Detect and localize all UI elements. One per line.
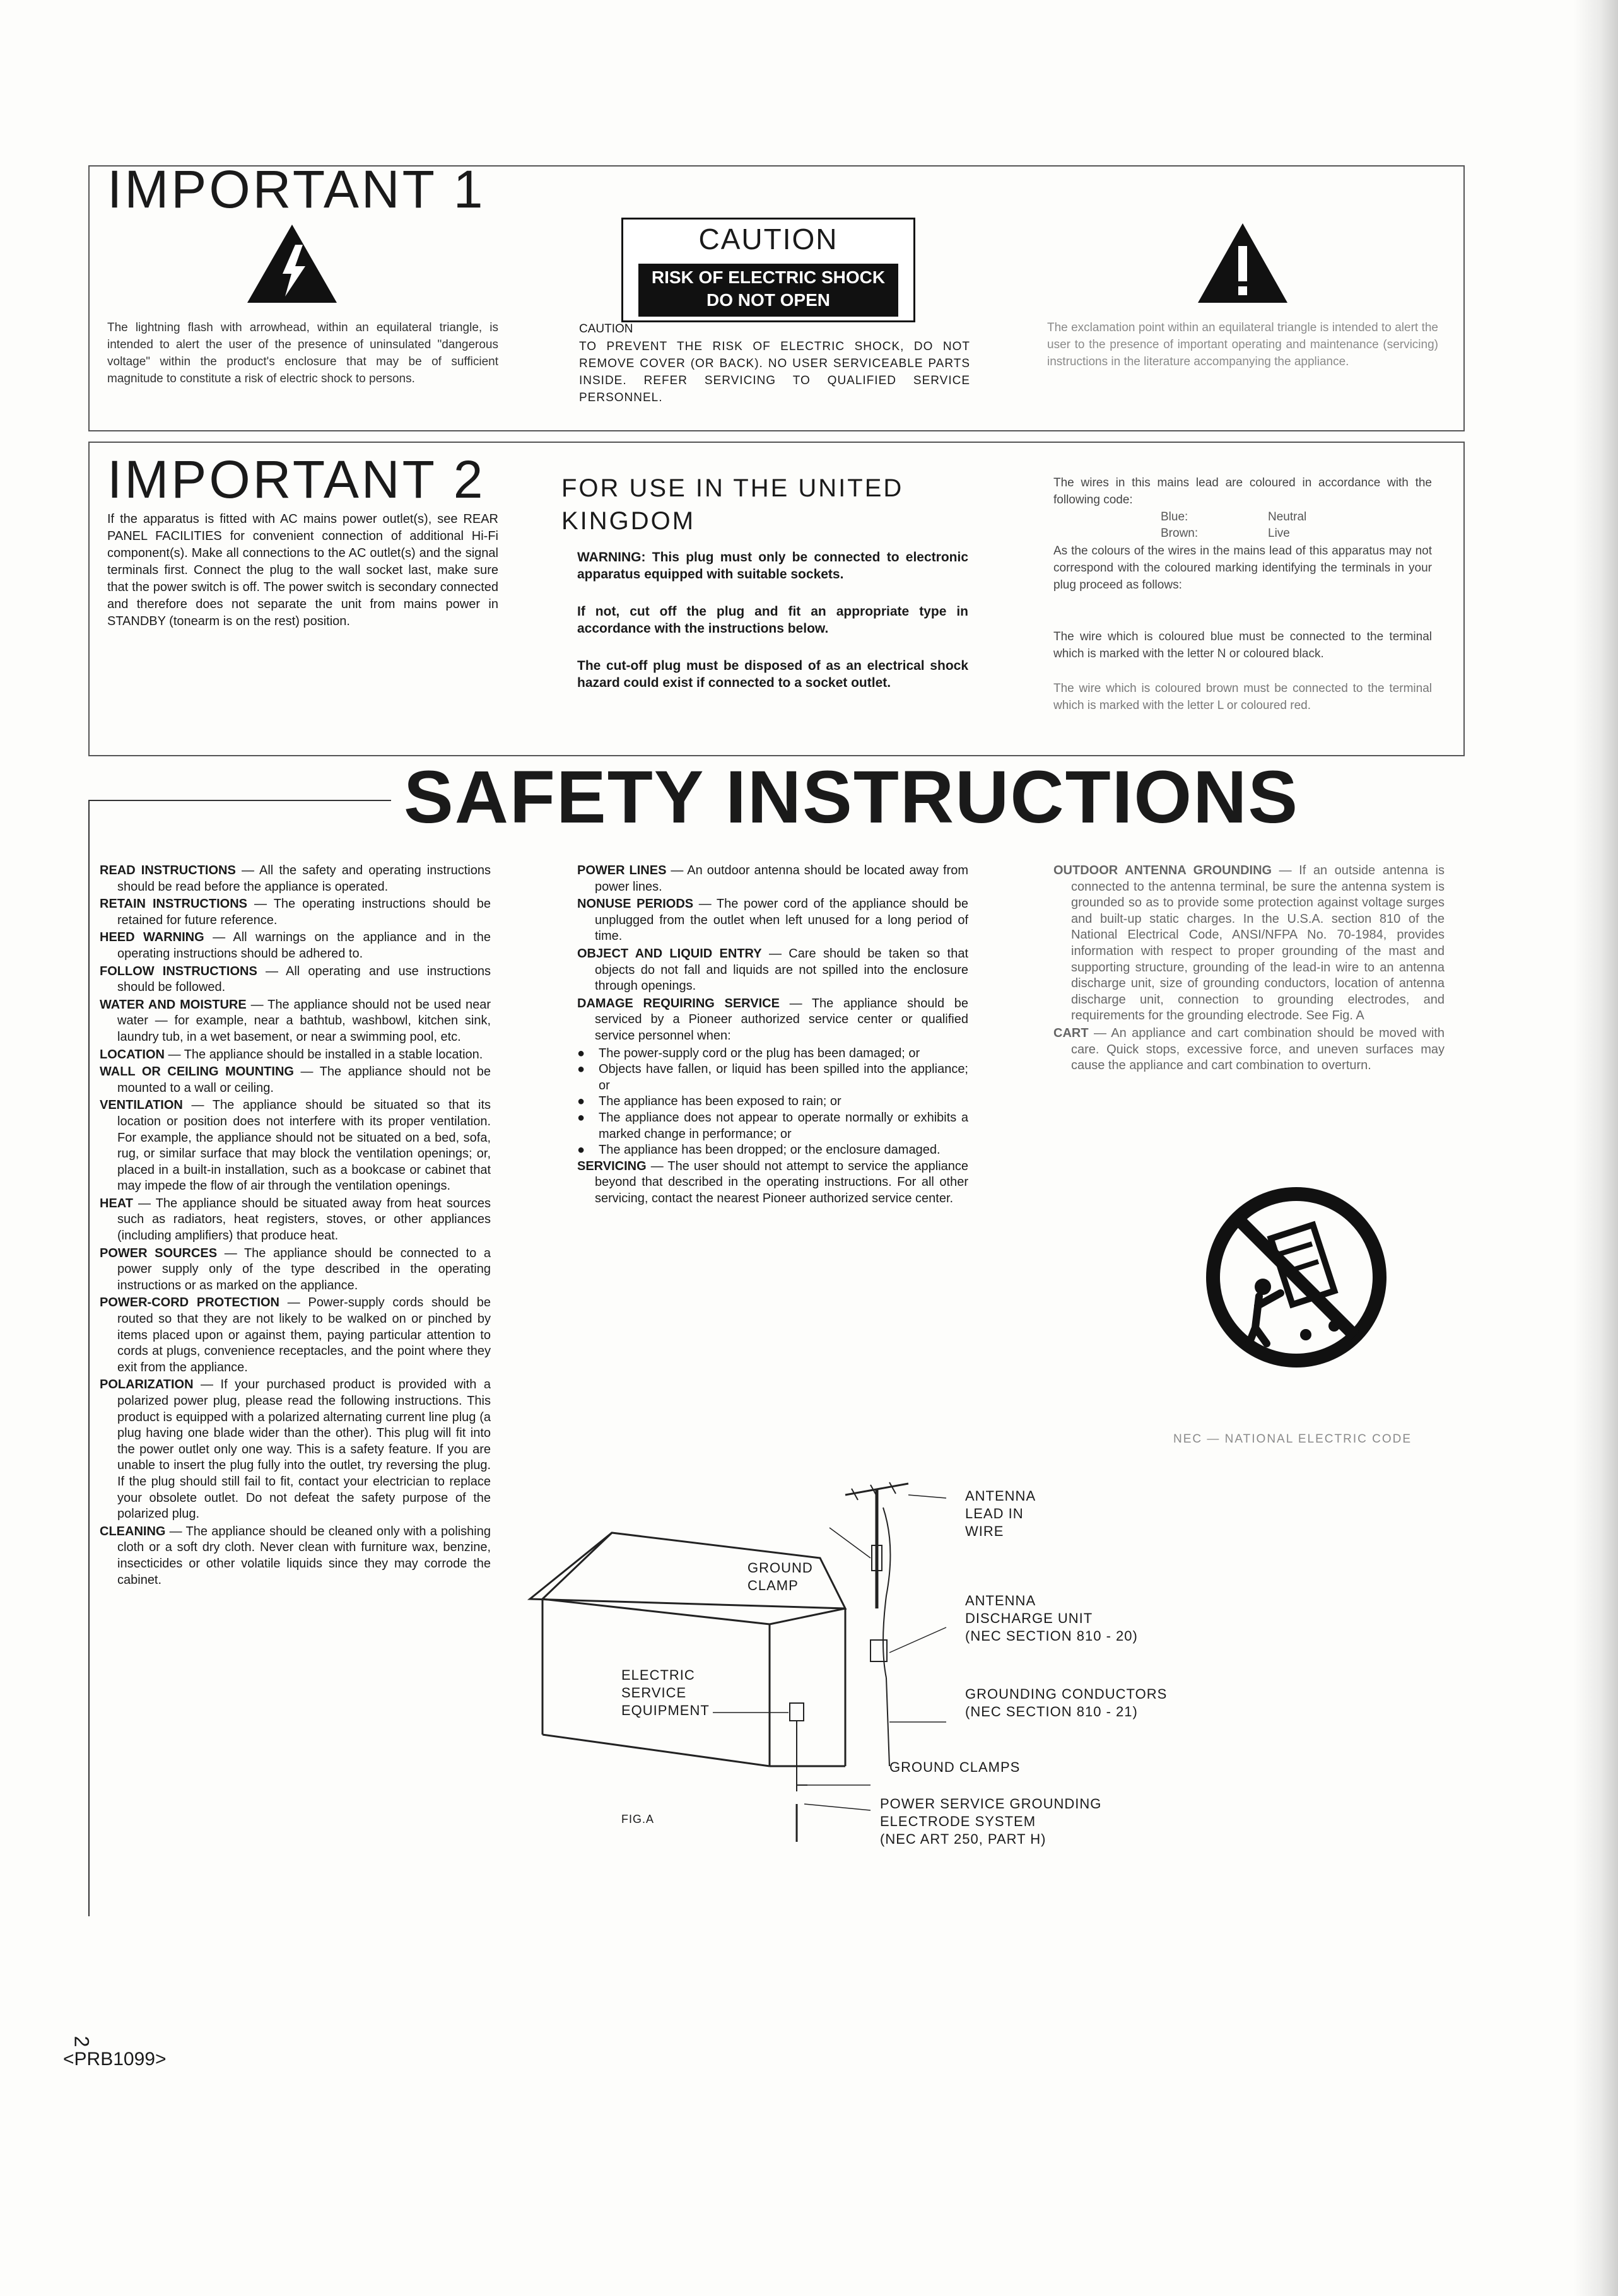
important2-text: If the apparatus is fitted with AC mains power outlet(s), see REAR PANEL FACILITIES for convenient connection of additional Hi-Fi component(s). Make all connections to the AC outlet(s) and the signal terminals first. Connect the plug to the wall socket last, make sure that the power switch is off. The power switch is secondary connected and therefore does not separate the unit from mains power in STANDBY (tonearm is on the rest) position.	[107, 512, 498, 628]
safety-column-3	[1053, 863, 1445, 1075]
damage-condition-item	[577, 1110, 968, 1142]
instruction-text: — The appliance should be connected to a power supply only of the type described in the operating instructions or as marked on the appliance.	[117, 1246, 491, 1292]
instruction-text: — An outdoor antenna should be located away from power lines.	[595, 864, 969, 894]
instruction-text: — The appliance should be situated so that its location or position does not interfere with its proper ventilation. For example, the appliance should not be situated on a bed, sofa, rug, or similar surface that may block the ventilation openings; or, placed in a built-in installation, such as a bookcase or cabinet that may impede the flow of air through the ventilation openings.	[117, 1098, 491, 1193]
damage-condition-text: The power-supply cord or the plug has been damaged; or	[599, 1046, 920, 1060]
exclamation-explanation: The exclamation point within an equilateral triangle is intended to alert the user to the presence of important operating and maintenance (servicing) instructions in the literature accompanying the appliance.	[1047, 321, 1438, 368]
important1-heading: IMPORTANT 1	[107, 160, 486, 219]
instruction-text: — All warnings on the appliance and in the operating instructions should be adhered to.	[117, 930, 491, 961]
bullet-icon: ●	[577, 1110, 585, 1125]
uk-heading: FOR USE IN THE UNITED KINGDOM	[561, 474, 904, 535]
safety-column-2-items	[577, 863, 968, 1045]
instruction-item	[100, 930, 491, 962]
instruction-item	[577, 946, 968, 995]
instruction-term: FOLLOW INSTRUCTIONS	[100, 964, 257, 978]
safety-column-1-items	[100, 863, 491, 1588]
damage-condition-item	[577, 1142, 968, 1159]
uk-warning: WARNING: This plug must only be connected to electronic apparatus equipped with suitable sockets.	[577, 550, 968, 582]
instruction-item	[577, 863, 968, 895]
wire-brown-label: Brown:	[1161, 527, 1199, 540]
caution-label-plate	[621, 218, 915, 322]
instruction-text: — Power-supply cords should be routed so that they are not likely to be walked on or pinched by items placed upon or against them, paying particular attention to cords at plugs, convenience receptacles, and the point where they exit from the appliance.	[117, 1296, 491, 1374]
instruction-item	[100, 1524, 491, 1588]
uk-dispose-warning: The cut-off plug must be disposed of as an electrical shock hazard could exist if connected to a socket outlet.	[577, 659, 968, 690]
bullet-icon: ●	[577, 1062, 585, 1077]
wire-code-para1: As the colours of the wires in the mains lead of this apparatus may not correspond with the coloured marking identifying the terminals in your plug proceed as follows:	[1053, 544, 1432, 592]
damage-condition-text: The appliance has been exposed to rain; or	[599, 1094, 841, 1109]
instruction-item	[577, 1159, 968, 1207]
caution-text-heading: CAUTION	[579, 322, 633, 336]
instruction-text: — The appliance should be situated away from heat sources such as radiators, heat registers, stoves, or other appliances (including amplifiers) that produce heat.	[117, 1196, 491, 1243]
instruction-term: VENTILATION	[100, 1098, 183, 1113]
instruction-text: — The appliance should be cleaned only with a polishing cloth or a soft dry cloth. Never clean with furniture wax, benzine, insecticides or other volatile liquids since they may corrode the cabinet.	[117, 1524, 491, 1587]
wire-code-intro: The wires in this mains lead are coloured in accordance with the following code:	[1053, 476, 1432, 507]
instruction-item	[100, 1377, 491, 1522]
ground-clamps-label: GROUND CLAMPS	[889, 1759, 1021, 1775]
wire-code-para2: The wire which is coloured blue must be connected to the terminal which is marked with the letter N or coloured black.	[1053, 630, 1432, 660]
safety-left-rule	[88, 800, 90, 1916]
instruction-term: WALL OR CEILING MOUNTING	[100, 1065, 294, 1079]
damage-condition-item	[577, 1046, 968, 1062]
instruction-item	[100, 1047, 491, 1063]
instruction-text: — The appliance should be serviced by a Pioneer authorized service center or qualified service personnel when:	[595, 996, 968, 1043]
instruction-text: — The appliance should be installed in a stable location.	[164, 1047, 483, 1062]
instruction-item	[100, 1196, 491, 1245]
instruction-term: POWER-CORD PROTECTION	[100, 1296, 279, 1310]
instruction-term: WATER AND MOISTURE	[100, 997, 247, 1012]
instruction-text: — If an outside antenna is connected to the antenna terminal, be sure the antenna system is grounded so as to provide some protection against voltage surges and built-up static charges. In the U.S.A. section 810 of the National Electrical Code, ANSI/NFPA No. 70-1984, provides information with respect to proper grounding of the mast and supporting structure, grounding of the lead-in wire to an antenna discharge unit, size of grounding conductors, location of antenna discharge unit, connection to grounding electrodes, and requirements for the grounding electrode. See Fig. A	[1071, 864, 1445, 1023]
antenna-grounding-diagram	[517, 1470, 997, 1848]
instruction-term: OUTDOOR ANTENNA GROUNDING	[1053, 864, 1272, 877]
wire-code-para3: The wire which is coloured brown must be connected to the terminal which is marked with the letter L or coloured red.	[1053, 682, 1432, 712]
nec-caption: NEC — NATIONAL ELECTRIC CODE	[1173, 1432, 1412, 1446]
ground-clamp-label: GROUND CLAMP	[747, 1560, 813, 1593]
scan-edge-shadow	[1574, 0, 1618, 2296]
damage-condition-text: Objects have fallen, or liquid has been spilled into the appliance; or	[599, 1062, 968, 1092]
damage-condition-item	[577, 1062, 968, 1094]
damage-condition-text: The appliance has been dropped; or the enclosure damaged.	[599, 1143, 941, 1157]
instruction-term: HEED WARNING	[100, 930, 204, 945]
important2-heading: IMPORTANT 2	[107, 450, 486, 509]
exclamation-warning-icon	[1195, 221, 1290, 305]
instruction-term: POLARIZATION	[100, 1378, 194, 1392]
bullet-icon: ●	[577, 1094, 585, 1109]
instruction-item	[100, 896, 491, 928]
instruction-item	[100, 1246, 491, 1294]
instruction-term: POWER LINES	[577, 864, 667, 877]
instruction-term: READ INSTRUCTIONS	[100, 864, 236, 877]
instruction-item	[100, 997, 491, 1046]
safety-title: SAFETY INSTRUCTIONS	[404, 756, 1299, 839]
instruction-item	[100, 1064, 491, 1096]
grounding-electrode-label: POWER SERVICE GROUNDING ELECTRODE SYSTEM (NEC ART 250, PART H)	[880, 1796, 1102, 1847]
damage-condition-text: The appliance does not appear to operate normally or exhibits a marked change in performance; or	[599, 1110, 968, 1141]
servicing-item	[577, 1159, 968, 1207]
instruction-term: OBJECT AND LIQUID ENTRY	[577, 946, 762, 961]
figure-label: FIG.A	[621, 1813, 655, 1825]
cart-tipover-warning-icon	[1205, 1186, 1388, 1369]
instruction-term: RETAIN INSTRUCTIONS	[100, 897, 247, 911]
instruction-item	[100, 1098, 491, 1195]
wire-brown-value: Live	[1268, 527, 1290, 540]
bullet-icon: ●	[577, 1046, 585, 1060]
instruction-item	[1053, 1026, 1445, 1074]
damage-conditions-list	[577, 1046, 968, 1159]
instruction-item	[100, 964, 491, 996]
safety-title-rule	[88, 800, 391, 801]
instruction-term: DAMAGE REQUIRING SERVICE	[577, 996, 780, 1010]
instruction-text: — All operating and use instructions should be followed.	[117, 964, 491, 995]
instruction-text: — All the safety and operating instructions should be read before the appliance is operated.	[117, 864, 491, 894]
instruction-item	[100, 1295, 491, 1376]
discharge-unit-label: ANTENNA DISCHARGE UNIT (NEC SECTION 810 - 20)	[965, 1593, 1138, 1644]
instruction-term: HEAT	[100, 1196, 133, 1210]
instruction-text: — The operating instructions should be retained for future reference.	[117, 897, 491, 927]
lightning-warning-icon	[245, 222, 339, 305]
instruction-term: NONUSE PERIODS	[577, 897, 694, 911]
instruction-item	[1053, 863, 1445, 1024]
wire-blue-label: Blue:	[1161, 510, 1188, 524]
uk-cut-instruction: If not, cut off the plug and fit an appropriate type in accordance with the instructions below.	[577, 604, 968, 636]
instruction-term: LOCATION	[100, 1047, 165, 1062]
instruction-text: — Care should be taken so that objects do not fall and liquids are not spilled into the enclosure through openings.	[595, 946, 968, 993]
instruction-text: — The appliance should not be mounted to a wall or ceiling.	[117, 1065, 491, 1095]
instruction-term: POWER SOURCES	[100, 1246, 218, 1260]
caution-text: TO PREVENT THE RISK OF ELECTRIC SHOCK, DO NOT REMOVE COVER (OR BACK). NO USER SERVICEABLE PARTS INSIDE. REFER SERVICING TO QUALIFIED SERVICE PERSONNEL.	[579, 340, 970, 404]
lightning-explanation: The lightning flash with arrowhead, within an equilateral triangle, is intended to alert the user of the presence of uninsulated "dangerous voltage" within the product's enclosure that may be of sufficient magnitude to constitute a risk of electric shock to persons.	[107, 321, 498, 385]
instruction-item	[577, 996, 968, 1045]
instruction-term: CLEANING	[100, 1524, 166, 1538]
instruction-text: — The user should not attempt to service the appliance beyond that described in the operating instructions. For all other servicing, contact the nearest Pioneer authorized service center.	[595, 1159, 968, 1205]
antenna-lead-label: ANTENNA LEAD IN WIRE	[965, 1488, 1036, 1539]
damage-condition-item	[577, 1094, 968, 1110]
instruction-term: CART	[1053, 1026, 1089, 1040]
grounding-conductors-label: GROUNDING CONDUCTORS (NEC SECTION 810 - 21)	[965, 1686, 1168, 1719]
electric-service-label: ELECTRIC SERVICE EQUIPMENT	[621, 1667, 710, 1718]
safety-column-1	[100, 863, 491, 1590]
instruction-text: — The appliance should not be used near water — for example, near a bathtub, washbowl, kitchen sink, laundry tub, in a wet basement, or near a swimming pool, etc.	[117, 997, 491, 1044]
document-code: <PRB1099>	[63, 2049, 167, 2070]
safety-column-3-items	[1053, 863, 1445, 1074]
instruction-text: — An appliance and cart combination should be moved with care. Quick stops, excessive force, and uneven surfaces may cause the appliance and cart combination to overturn.	[1071, 1026, 1445, 1073]
instruction-text: — If your purchased product is provided with a polarized power plug, please read the following instructions. This product is equipped with a polarized alternating current line plug (a plug having one blade wider than the other). This plug will fit into the power outlet only one way. This is a safety feature. If you are unable to insert the plug fully into the outlet, try reversing the plug. If the plug should still fail to fit, contact your electrician to replace your obsolete outlet. Do not defeat the safety purpose of the polarized plug.	[117, 1378, 491, 1521]
safety-column-2	[577, 863, 968, 1208]
bullet-icon: ●	[577, 1143, 585, 1157]
instruction-text: — The power cord of the appliance should be unplugged from the outlet when left unused for a long period of time.	[595, 897, 968, 944]
instruction-item	[100, 863, 491, 895]
instruction-term: SERVICING	[577, 1159, 647, 1173]
instruction-item	[577, 896, 968, 945]
caution-shock-band: RISK OF ELECTRIC SHOCK DO NOT OPEN	[638, 264, 898, 317]
caution-label-text: CAUTION	[698, 223, 838, 255]
wire-blue-value: Neutral	[1268, 510, 1307, 524]
page-number: 2	[70, 2035, 93, 2047]
